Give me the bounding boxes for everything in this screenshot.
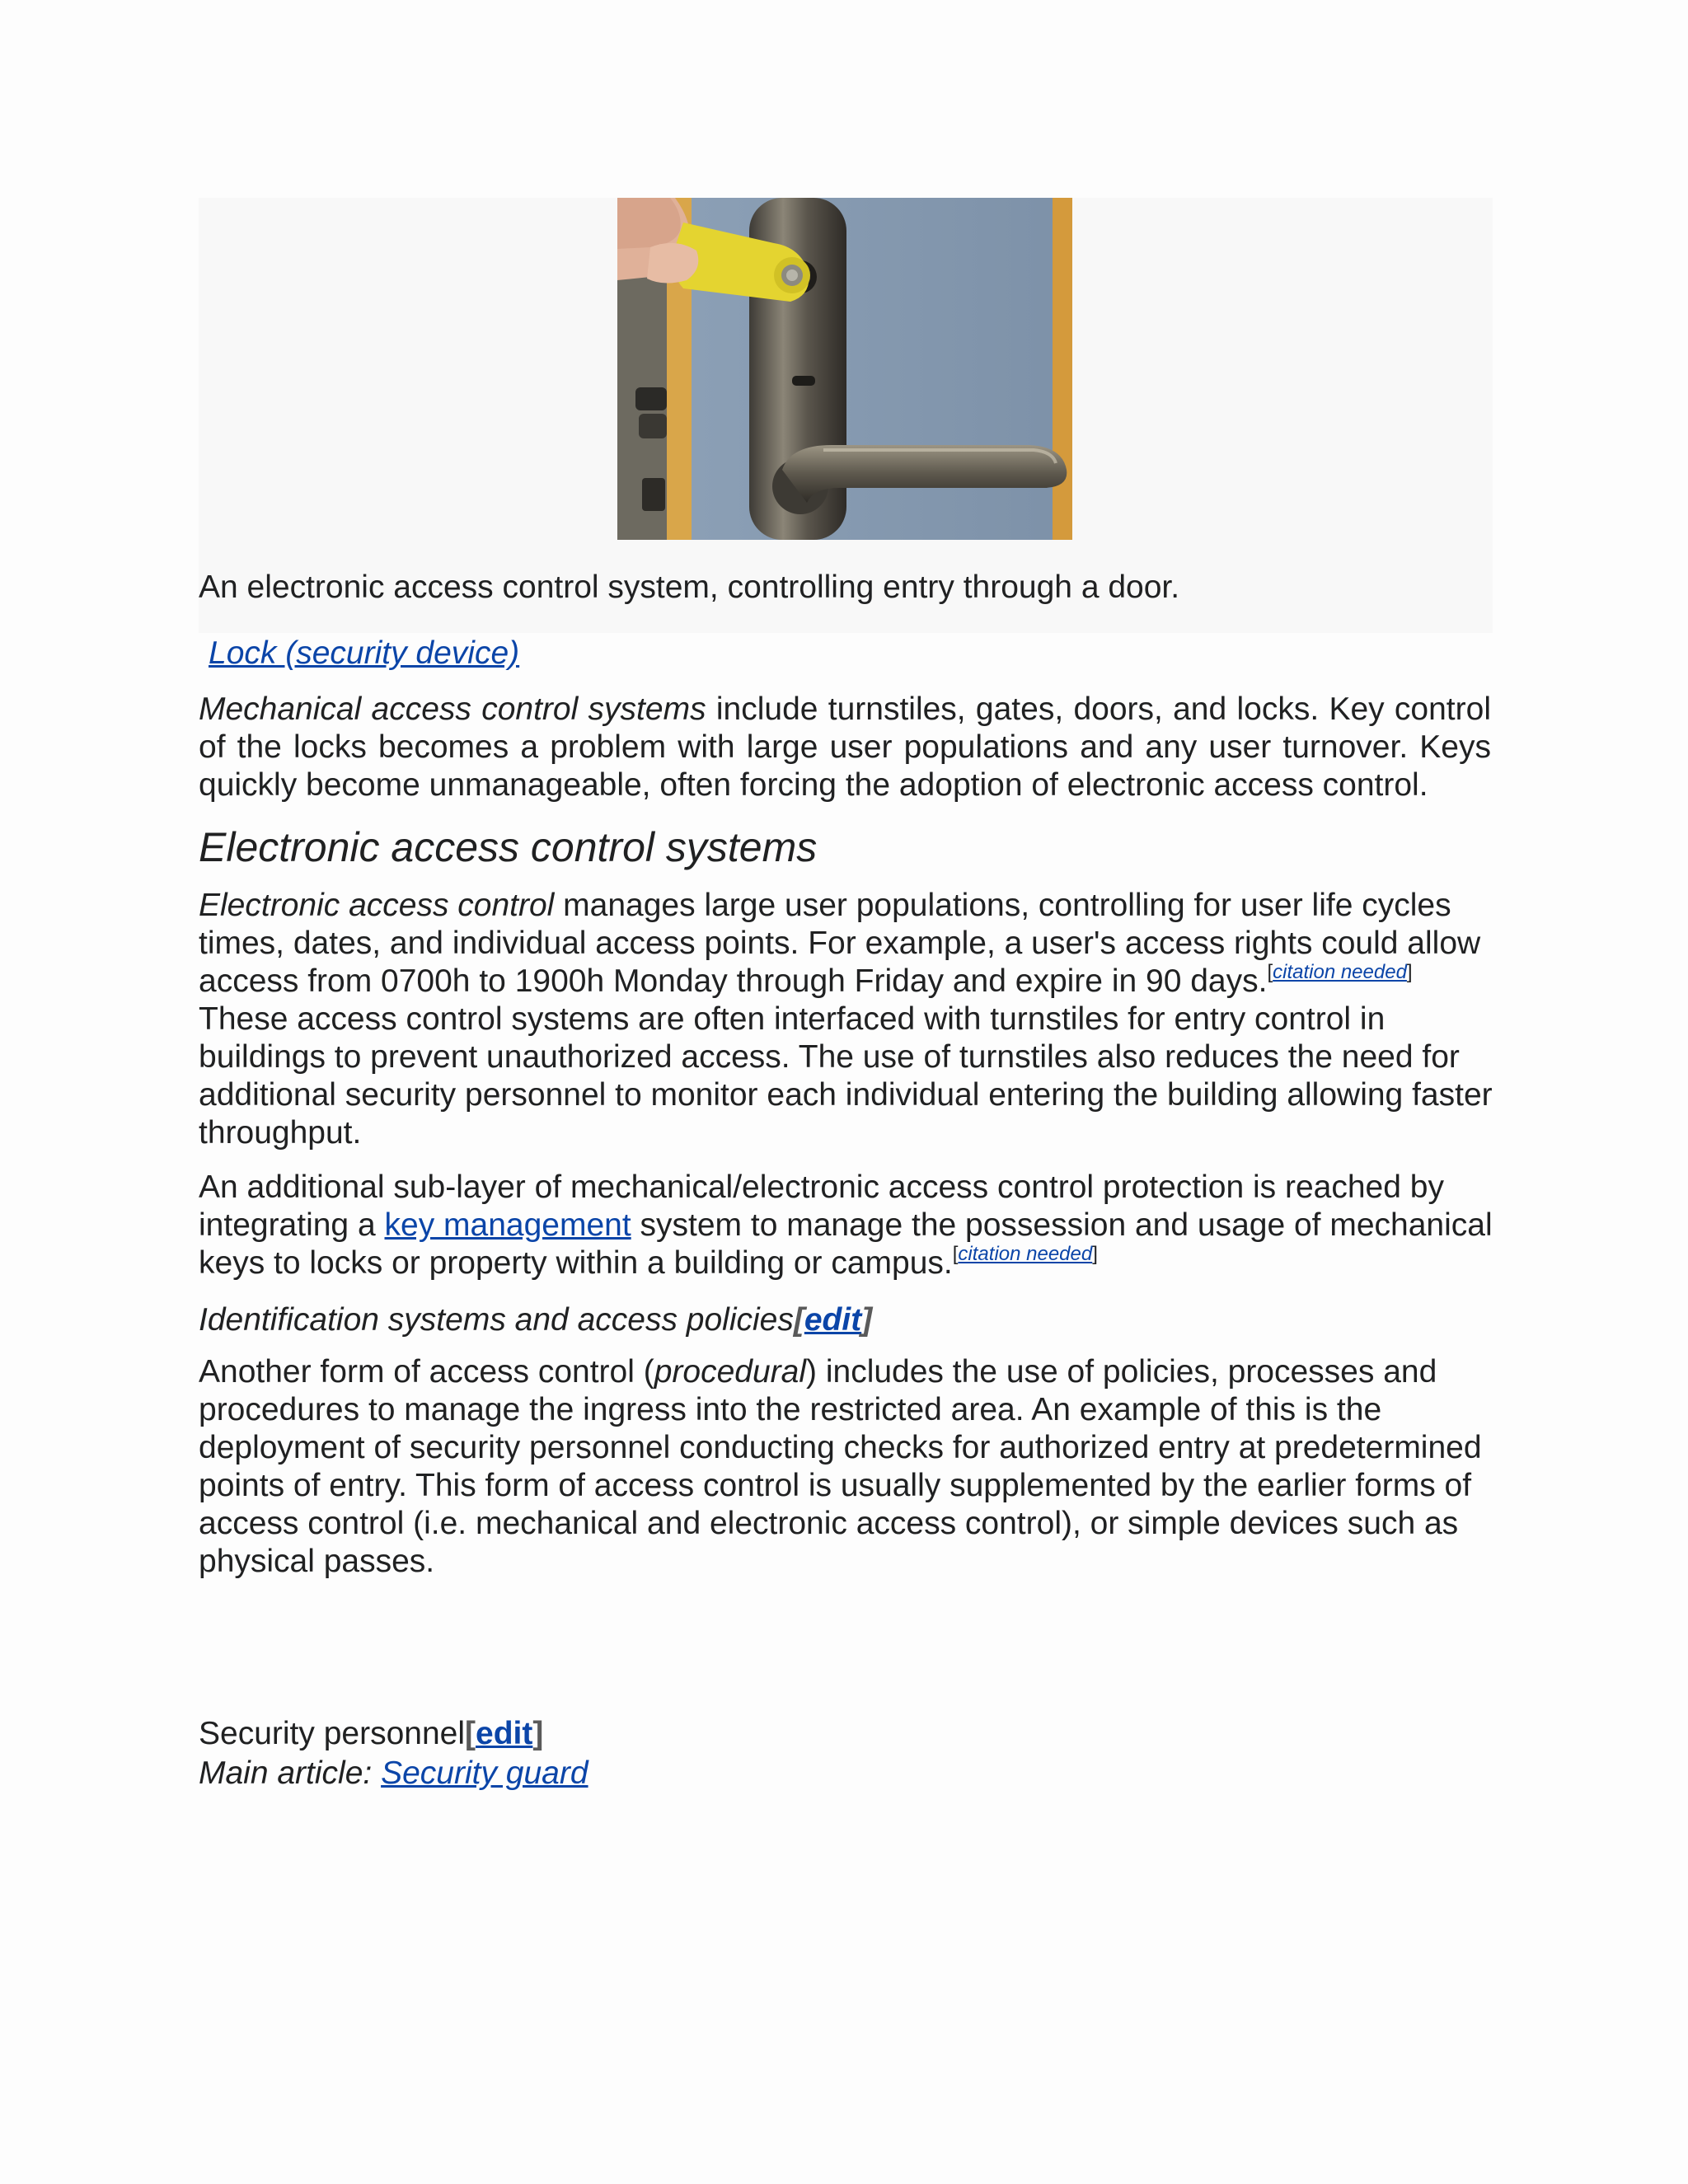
electronic-text-a: manages large user populations, controlling for user life cycles times, dates, and individual access points. For example, a user's access rights could allow access from 0700h to 1900h Monday through Friday and expire in 90 days. (199, 888, 1481, 999)
identification-heading: Identification systems and access policies[edit] (199, 1302, 873, 1338)
main-article-note: Main article: Security guard (199, 1755, 588, 1791)
electronic-paragraph-1 (199, 887, 1493, 1152)
figure-caption: An electronic access control system, controlling entry through a door. (199, 569, 1180, 605)
key-management-link[interactable]: key management (384, 1207, 631, 1243)
electronic-paragraph-2: An additional sub-layer of mechanical/electronic access control protection is reached by integrating a key management system to manage the possession and usage of mechanical keys to locks or property within a building or campus.[citation needed] (199, 1169, 1493, 1281)
electronic-door-lock-photo (617, 198, 1072, 540)
citation-needed-note: [citation needed] (952, 1243, 1098, 1265)
electronic-text-b: These access control systems are often interfaced with turnstiles for entry control in buildings to prevent unauthorized access. The use of turnstiles also reduces the need for additional security personnel to monitor each individual entering the building allowing faster throughput. (199, 1001, 1493, 1151)
figure (199, 198, 1493, 633)
electronic-heading: Electronic access control systems (199, 824, 818, 870)
security-guard-link[interactable]: Security guard (381, 1755, 588, 1791)
citation-needed-link[interactable]: citation needed (1273, 961, 1407, 983)
mechanical-text: include turnstiles, gates, doors, and locks. Key control of the locks becomes a problem with large user populations and any user turnover. Keys quickly become unmanageable, often forcing the adoption of electronic access control. (199, 691, 1491, 803)
hatnote (199, 633, 1493, 691)
mechanical-paragraph (199, 691, 1491, 804)
lock-security-device-link[interactable]: Lock (security device) (209, 635, 520, 671)
personnel-heading: Security personnel[edit] (199, 1716, 544, 1751)
identification-paragraph: Another form of access control (procedural) includes the use of policies, processes and procedures to manage the ingress into the restricted area. An example of this is the deployment of security personnel conducting checks for authorized entry at predetermined points of entry. This form of access control is usually supplemented by the earlier forms of access control (i.e. mechanical and electronic access control), or simple devices such as physical passes. (199, 1354, 1482, 1579)
electronic-lead: Electronic access control (199, 888, 555, 923)
edit-link[interactable]: edit (476, 1716, 533, 1751)
citation-needed-note: [citation needed] (1267, 961, 1413, 983)
citation-needed-link[interactable]: citation needed (958, 1243, 1093, 1265)
edit-link[interactable]: edit (804, 1302, 862, 1338)
article-content (199, 198, 1493, 1793)
mechanical-lead: Mechanical access control systems (199, 691, 706, 727)
